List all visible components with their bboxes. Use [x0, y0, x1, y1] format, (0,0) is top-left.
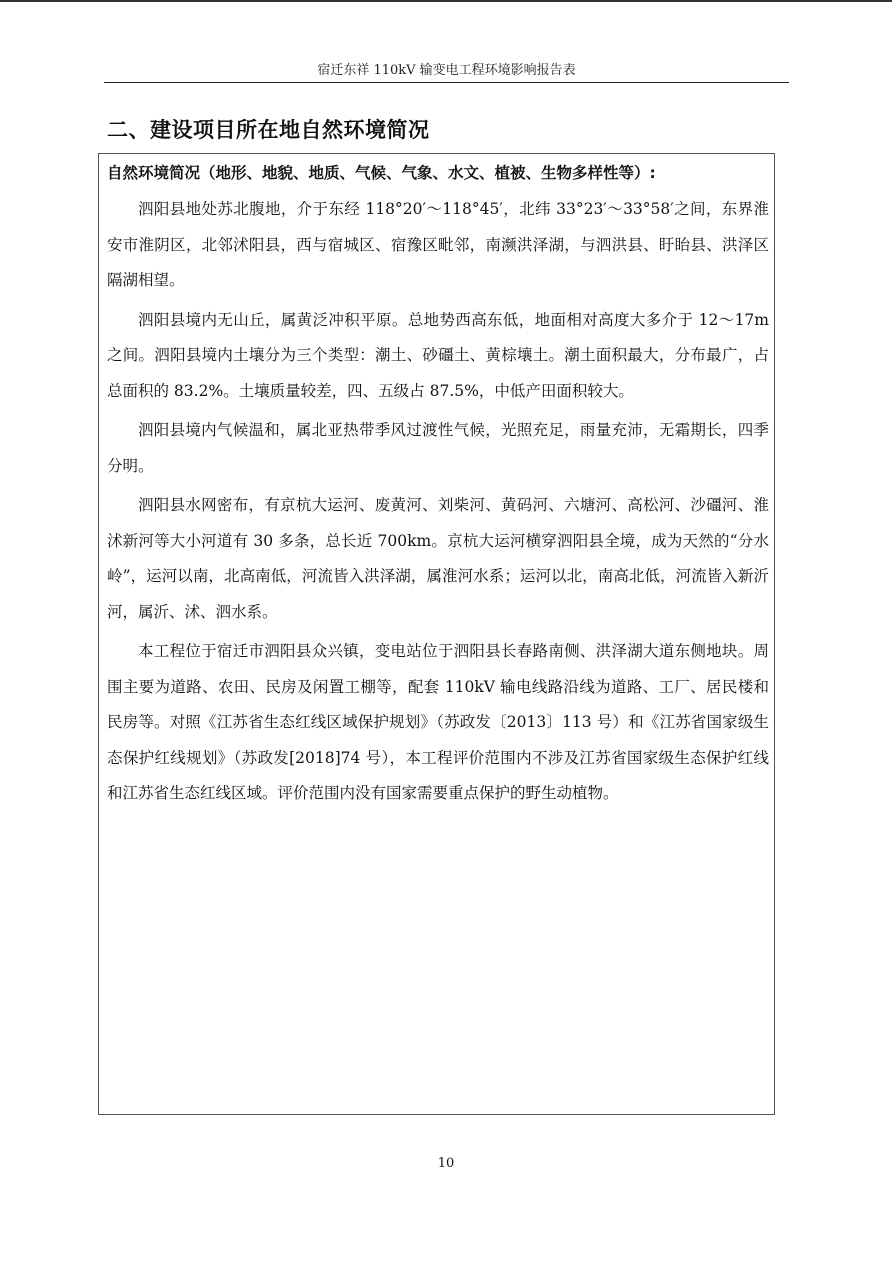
paragraph-list [107, 192, 769, 816]
running-header: 宿迁东祥 110kV 输变电工程环境影响报告表 [317, 63, 576, 78]
natural-environment-box [98, 153, 775, 1115]
paragraph-project-site: 本工程位于宿迁市泗阳县众兴镇，变电站位于泗阳县长春路南侧、洪泽湖大道东侧地块。周围主要为道路、农田、民房及闲置工棚等，配套 110kV 输电线路沿线为道路、工厂、居民楼和民房等。对照《江苏省生态红线区域保护规划》（苏政发〔2013〕113 号）和《江苏省国家级生态保护红线规划》（苏政发[2018]74 号），本工程评价范围内不涉及江苏省国家级生态保护红线和江苏省生态红线区域。评价范围内没有国家需要重点保护的野生动植物。 [107, 642, 769, 802]
top-border [0, 0, 892, 2]
paragraph-terrain-soil: 泗阳县境内无山丘，属黄泛冲积平原。总地势西高东低，地面相对高度大多介于 12～17m 之间。泗阳县境内土壤分为三个类型：潮土、砂礓土、黄棕壤土。潮土面积最大，分布最广，占总面积的 83.2%。土壤质量较差，四、五级占 87.5%，中低产田面积较大。 [107, 310, 769, 400]
page-number: 10 [437, 1156, 455, 1171]
box-heading: 自然环境简况（地形、地貌、地质、气候、气象、水文、植被、生物多样性等）: [107, 164, 656, 182]
section-title: 二、建设项目所在地自然环境简况 [107, 118, 430, 142]
paragraph-hydrology: 泗阳县水网密布，有京杭大运河、废黄河、刘柴河、黄码河、六塘河、高松河、沙礓河、淮沭新河等大小河道有 30 多条，总长近 700km。京杭大运河横穿泗阳县全境，成为天然的“分水岭”，运河以南，北高南低，河流皆入洪泽湖，属淮河水系；运河以北，南高北低，河流皆入新沂河，属沂、沭、泗水系。 [107, 496, 769, 621]
paragraph-location: 泗阳县地处苏北腹地，介于东经 118°20′～118°45′，北纬 33°23′～33°58′之间，东界淮安市淮阴区，北邻沭阳县，西与宿城区、宿豫区毗邻，南濒洪泽湖，与泗洪县、盱眙县、洪泽区隔湖相望。 [107, 200, 769, 289]
paragraph-climate: 泗阳县境内气候温和，属北亚热带季风过渡性气候，光照充足，雨量充沛，无霜期长，四季分明。 [107, 421, 769, 475]
header-divider [104, 82, 789, 83]
